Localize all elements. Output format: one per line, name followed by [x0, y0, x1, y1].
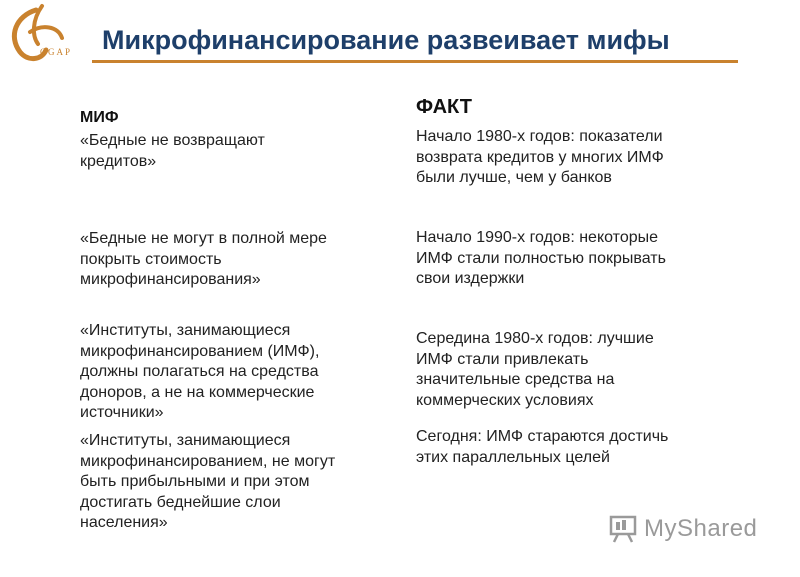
watermark-text: MyShared: [644, 515, 758, 542]
cgap-logo-icon: [2, 2, 84, 68]
presentation-board-icon: [608, 514, 638, 544]
fact-item-4: Сегодня: ИМФ стараются достичь этих параллельных целей: [416, 428, 669, 466]
fact-item-1: Начало 1980-х годов: показатели возврата кредитов у многих ИМФ были лучше, чем у банков: [416, 128, 664, 186]
fact-heading: ФАКТ: [416, 96, 472, 118]
watermark: [608, 514, 757, 544]
title-divider: [92, 60, 738, 63]
fact-item-3: Середина 1980-х годов: лучшие ИМФ стали привлекать значительные средства на коммерческих условиях: [416, 330, 654, 409]
myth-item-4: «Институты, занимающиеся микрофинансированием, не могут быть прибыльными и при этом достигать беднейшие слои населения»: [80, 432, 336, 531]
fact-item-2: Начало 1990-х годов: некоторые ИМФ стали полностью покрывать свои издержки: [416, 229, 666, 287]
myth-item-1: «Бедные не возвращают кредитов»: [80, 132, 265, 170]
myth-item-3: «Институты, занимающиеся микрофинансированием (ИМФ), должны полагаться на средства доноров, а не на коммерческие источники»: [80, 322, 320, 421]
myth-heading: МИФ: [80, 109, 119, 126]
logo-text: CGAP: [40, 47, 73, 57]
myth-item-2: «Бедные не могут в полной мере покрыть стоимость микрофинансирования»: [80, 230, 327, 288]
cgap-logo: [2, 2, 84, 68]
page-title: Микрофинансирование развеивает мифы: [102, 25, 670, 55]
